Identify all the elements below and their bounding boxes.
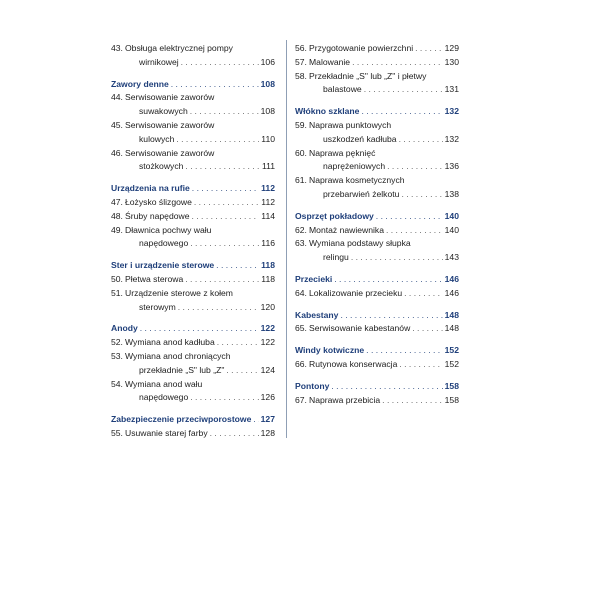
- entry-page-number: 112: [261, 196, 275, 207]
- entry-title-text: suwakowych: [139, 106, 188, 117]
- entry-title-text: Wymiana anod wału: [125, 378, 203, 389]
- toc-entry[interactable]: [295, 237, 459, 265]
- entry-page-number: 132: [444, 133, 459, 144]
- entry-page-number: 148: [444, 323, 459, 334]
- section-page-number: 152: [444, 345, 459, 356]
- dot-leader: [190, 237, 259, 251]
- entry-title-line: [111, 224, 275, 238]
- toc-section-heading[interactable]: [295, 309, 459, 323]
- entry-title-text: uszkodzeń kadłuba: [323, 133, 397, 144]
- dot-leader: [192, 210, 260, 224]
- toc-section-heading[interactable]: [295, 210, 459, 224]
- toc-entry[interactable]: [295, 394, 459, 408]
- entry-number: 53.: [111, 350, 123, 361]
- entry-number: 50.: [111, 273, 123, 284]
- entry-title-line: [111, 210, 275, 224]
- entry-title-text: Serwisowanie kabestanów: [309, 323, 411, 334]
- entry-number: 60.: [295, 147, 307, 158]
- entry-title-text: stożkowych: [139, 161, 184, 172]
- entry-page-number: 143: [444, 252, 459, 263]
- entry-title-text: Serwisowanie zaworów: [125, 147, 215, 158]
- entry-page-number: 129: [444, 43, 459, 53]
- entry-title-line: [295, 188, 459, 202]
- entry-page-number: 124: [260, 364, 275, 375]
- toc-section-heading[interactable]: [295, 105, 459, 119]
- entry-page-number: 152: [444, 358, 459, 369]
- dot-leader: [185, 160, 259, 174]
- entry-title-line: [111, 196, 275, 210]
- entry-title-line: [111, 364, 275, 378]
- section-page-number: 140: [444, 210, 459, 221]
- section-title: Zabezpieczenie przeciwporostowe: [111, 414, 252, 425]
- entry-title-text: Naprawa kosmetycznych: [309, 175, 405, 186]
- entry-number: 54.: [111, 378, 123, 389]
- entry-title-line: [111, 237, 275, 251]
- dot-leader: [194, 196, 259, 210]
- entry-page-number: 110: [261, 133, 275, 144]
- entry-title-line: [111, 119, 275, 133]
- entry-page-number: 108: [260, 106, 275, 117]
- toc-entry[interactable]: [295, 42, 459, 56]
- toc-entry[interactable]: [111, 224, 275, 252]
- entry-title-text: kulowych: [139, 133, 175, 144]
- entry-title-text: Montaż nawiewnika: [309, 224, 384, 235]
- entry-title-line: [111, 301, 275, 315]
- entry-page-number: 128: [260, 427, 275, 438]
- entry-number: 44.: [111, 92, 123, 103]
- entry-title-line: [111, 91, 275, 105]
- section-title: Pontony: [295, 380, 330, 391]
- entry-number: 63.: [295, 238, 307, 249]
- entry-page-number: 126: [260, 392, 275, 403]
- dot-leader: [253, 413, 258, 427]
- entry-page-number: 111: [261, 161, 275, 172]
- entry-title-text: przebarwień żelkotu: [323, 188, 400, 199]
- entry-title-line: [295, 133, 459, 147]
- entry-title-text: balastowe: [323, 84, 362, 95]
- dot-leader: [366, 344, 442, 358]
- entry-title-line: [111, 273, 275, 287]
- entry-title-line: [111, 56, 275, 70]
- entry-title-text: Przygotowanie powierzchni: [309, 43, 414, 53]
- entry-page-number: 120: [260, 301, 275, 312]
- entry-page-number: 158: [444, 394, 459, 405]
- dot-leader: [361, 105, 442, 119]
- entry-title-text: Rutynowa konserwacja: [309, 358, 398, 369]
- section-title: Włókno szklane: [295, 106, 360, 117]
- entry-number: 61.: [295, 175, 307, 186]
- section-title: Windy kotwiczne: [295, 345, 365, 356]
- entry-title-line: [295, 287, 459, 301]
- entry-number: 62.: [295, 224, 307, 235]
- entry-title-text: Urządzenie sterowe z kołem: [125, 287, 233, 298]
- dot-leader: [185, 273, 259, 287]
- entry-page-number: 140: [444, 224, 459, 235]
- entry-number: 48.: [111, 210, 123, 221]
- entry-title-text: Obsługa elektrycznej pompy: [125, 43, 233, 53]
- entry-title-text: napędowego: [139, 392, 189, 403]
- toc-entry[interactable]: [295, 147, 459, 175]
- entry-title-line: [111, 287, 275, 301]
- entry-title-line: [295, 147, 459, 161]
- toc-entry[interactable]: [111, 287, 275, 315]
- entry-title-text: Serwisowanie zaworów: [125, 119, 215, 130]
- dot-leader: [352, 56, 443, 70]
- toc-entry[interactable]: [111, 91, 275, 119]
- toc-entry[interactable]: [295, 358, 459, 372]
- dot-leader: [401, 188, 442, 202]
- entry-title-text: naprężeniowych: [323, 161, 386, 172]
- section-title: Kabestany: [295, 309, 339, 320]
- dot-leader: [387, 160, 443, 174]
- dot-leader: [415, 42, 443, 56]
- entry-number: 66.: [295, 358, 307, 369]
- entry-title-line: [295, 70, 459, 84]
- entry-title-text: Śruby napędowe: [125, 210, 190, 221]
- dot-leader: [382, 394, 442, 408]
- dot-leader: [217, 336, 259, 350]
- dot-leader: [340, 309, 442, 323]
- section-title: Ster i urządzenie sterowe: [111, 260, 215, 271]
- entry-title-text: Dławnica pochwy wału: [125, 224, 212, 235]
- entry-title-text: Naprawa punktowych: [309, 119, 392, 130]
- entry-number: 49.: [111, 224, 123, 235]
- entry-title-line: [295, 160, 459, 174]
- entry-title-line: [111, 105, 275, 119]
- entry-page-number: 122: [260, 337, 275, 348]
- entry-title-text: Płetwa sterowa: [125, 273, 184, 284]
- entry-number: 59.: [295, 119, 307, 130]
- toc-entry[interactable]: [111, 210, 275, 224]
- entry-page-number: 146: [444, 287, 459, 298]
- toc-entry[interactable]: [295, 70, 459, 98]
- entry-number: 55.: [111, 427, 123, 438]
- section-title: Przecieki: [295, 273, 333, 284]
- entry-page-number: 118: [261, 273, 275, 284]
- toc-entry[interactable]: [111, 196, 275, 210]
- entry-title-text: wirnikowej: [139, 56, 179, 67]
- dot-leader: [171, 78, 259, 92]
- section-page-number: 158: [444, 380, 459, 391]
- entry-title-text: relingu: [323, 252, 349, 263]
- toc-entry[interactable]: [111, 427, 275, 441]
- entry-title-line: [295, 251, 459, 265]
- toc-entry[interactable]: [111, 147, 275, 175]
- entry-page-number: 136: [444, 161, 459, 172]
- entry-title-line: [295, 56, 459, 70]
- dot-leader: [376, 210, 443, 224]
- section-page-number: 132: [444, 106, 459, 117]
- section-title: Osprzęt pokładowy: [295, 210, 374, 221]
- entry-number: 43.: [111, 43, 123, 53]
- entry-number: 47.: [111, 196, 123, 207]
- toc-right-column: [295, 42, 459, 407]
- dot-leader: [226, 364, 258, 378]
- toc-entry[interactable]: [295, 224, 459, 238]
- toc-section-heading[interactable]: [295, 380, 459, 394]
- toc-entry[interactable]: [295, 56, 459, 70]
- dot-leader: [140, 322, 259, 336]
- toc-section-heading[interactable]: [111, 413, 275, 427]
- entry-title-line: [295, 42, 459, 56]
- dot-leader: [178, 301, 259, 315]
- entry-number: 56.: [295, 43, 307, 53]
- entry-title-text: Wymiana anod kadłuba: [125, 337, 215, 348]
- toc-entry[interactable]: [295, 174, 459, 202]
- entry-title-line: [111, 160, 275, 174]
- dot-leader: [190, 105, 259, 119]
- entry-title-line: [295, 394, 459, 408]
- entry-title-line: [295, 322, 459, 336]
- entry-title-text: Usuwanie starej farby: [125, 427, 208, 438]
- entry-title-line: [111, 42, 275, 56]
- section-page-number: 112: [261, 183, 275, 194]
- dot-leader: [190, 391, 258, 405]
- entry-title-text: sterowym: [139, 301, 176, 312]
- entry-title-line: [111, 350, 275, 364]
- entry-number: 45.: [111, 119, 123, 130]
- entry-number: 46.: [111, 147, 123, 158]
- entry-number: 67.: [295, 394, 307, 405]
- entry-page-number: 130: [444, 56, 459, 67]
- toc-section-heading[interactable]: [111, 78, 275, 92]
- toc-section-heading[interactable]: [111, 259, 275, 273]
- toc-entry[interactable]: [295, 322, 459, 336]
- entry-title-line: [111, 378, 275, 392]
- entry-title-text: Wymiana anod chroniących: [125, 350, 231, 361]
- toc-entry[interactable]: [295, 287, 459, 301]
- toc-section-heading[interactable]: [295, 273, 459, 287]
- dot-leader: [399, 133, 443, 147]
- dot-leader: [210, 427, 259, 441]
- entry-title-text: Malowanie: [309, 56, 351, 67]
- entry-number: 65.: [295, 323, 307, 334]
- dot-leader: [334, 273, 442, 287]
- dot-leader: [386, 224, 443, 238]
- dot-leader: [331, 380, 442, 394]
- entry-number: 51.: [111, 287, 123, 298]
- dot-leader: [399, 358, 442, 372]
- dot-leader: [192, 182, 259, 196]
- entry-title-text: Serwisowanie zaworów: [125, 92, 215, 103]
- entry-title-text: Naprawa przebicia: [309, 394, 381, 405]
- entry-title-text: napędowego: [139, 238, 189, 249]
- toc-section-heading[interactable]: [295, 344, 459, 358]
- entry-title-line: [111, 427, 275, 441]
- section-page-number: 146: [444, 273, 459, 284]
- toc-section-heading[interactable]: [111, 182, 275, 196]
- dot-leader: [412, 322, 442, 336]
- dot-leader: [181, 56, 259, 70]
- entry-title-line: [111, 147, 275, 161]
- toc-entry[interactable]: [111, 350, 275, 378]
- entry-number: 52.: [111, 337, 123, 348]
- dot-leader: [176, 133, 259, 147]
- entry-title-line: [295, 174, 459, 188]
- section-title: Urządzenia na rufie: [111, 183, 190, 194]
- entry-title-text: Przekładnie „S" lub „Z" i płetwy: [309, 70, 427, 81]
- toc-entry[interactable]: [111, 378, 275, 406]
- entry-title-text: przekładnie „S" lub „Z": [139, 364, 225, 375]
- column-divider: [286, 40, 287, 438]
- toc-left-column: [111, 42, 275, 441]
- entry-title-line: [295, 119, 459, 133]
- section-page-number: 118: [261, 260, 275, 271]
- dot-leader: [216, 259, 259, 273]
- entry-number: 57.: [295, 56, 307, 67]
- section-page-number: 108: [260, 78, 275, 89]
- toc-entry[interactable]: [111, 42, 275, 70]
- toc-entry[interactable]: [111, 273, 275, 287]
- entry-page-number: 114: [261, 210, 275, 221]
- section-page-number: 148: [444, 309, 459, 320]
- section-page-number: 127: [260, 414, 275, 425]
- entry-page-number: 131: [444, 84, 459, 95]
- entry-title-line: [295, 83, 459, 97]
- entry-title-text: Naprawa pęknięć: [309, 147, 376, 158]
- section-title: Zawory denne: [111, 78, 169, 89]
- entry-title-line: [295, 224, 459, 238]
- entry-number: 58.: [295, 70, 307, 81]
- entry-page-number: 106: [260, 56, 275, 67]
- dot-leader: [351, 251, 443, 265]
- section-page-number: 122: [260, 323, 275, 334]
- entry-title-line: [295, 237, 459, 251]
- dot-leader: [404, 287, 443, 301]
- entry-title-text: Wymiana podstawy słupka: [309, 238, 411, 249]
- entry-page-number: 116: [261, 238, 275, 249]
- entry-page-number: 138: [444, 188, 459, 199]
- toc-entry[interactable]: [295, 119, 459, 147]
- entry-title-text: Łożysko ślizgowe: [125, 196, 192, 207]
- entry-title-line: [111, 391, 275, 405]
- toc-entry[interactable]: [111, 336, 275, 350]
- section-title: Anody: [111, 323, 138, 334]
- entry-title-text: Lokalizowanie przecieku: [309, 287, 403, 298]
- entry-title-line: [111, 133, 275, 147]
- entry-title-line: [295, 358, 459, 372]
- entry-title-line: [111, 336, 275, 350]
- toc-entry[interactable]: [111, 119, 275, 147]
- entry-number: 64.: [295, 287, 307, 298]
- dot-leader: [364, 83, 443, 97]
- toc-section-heading[interactable]: [111, 322, 275, 336]
